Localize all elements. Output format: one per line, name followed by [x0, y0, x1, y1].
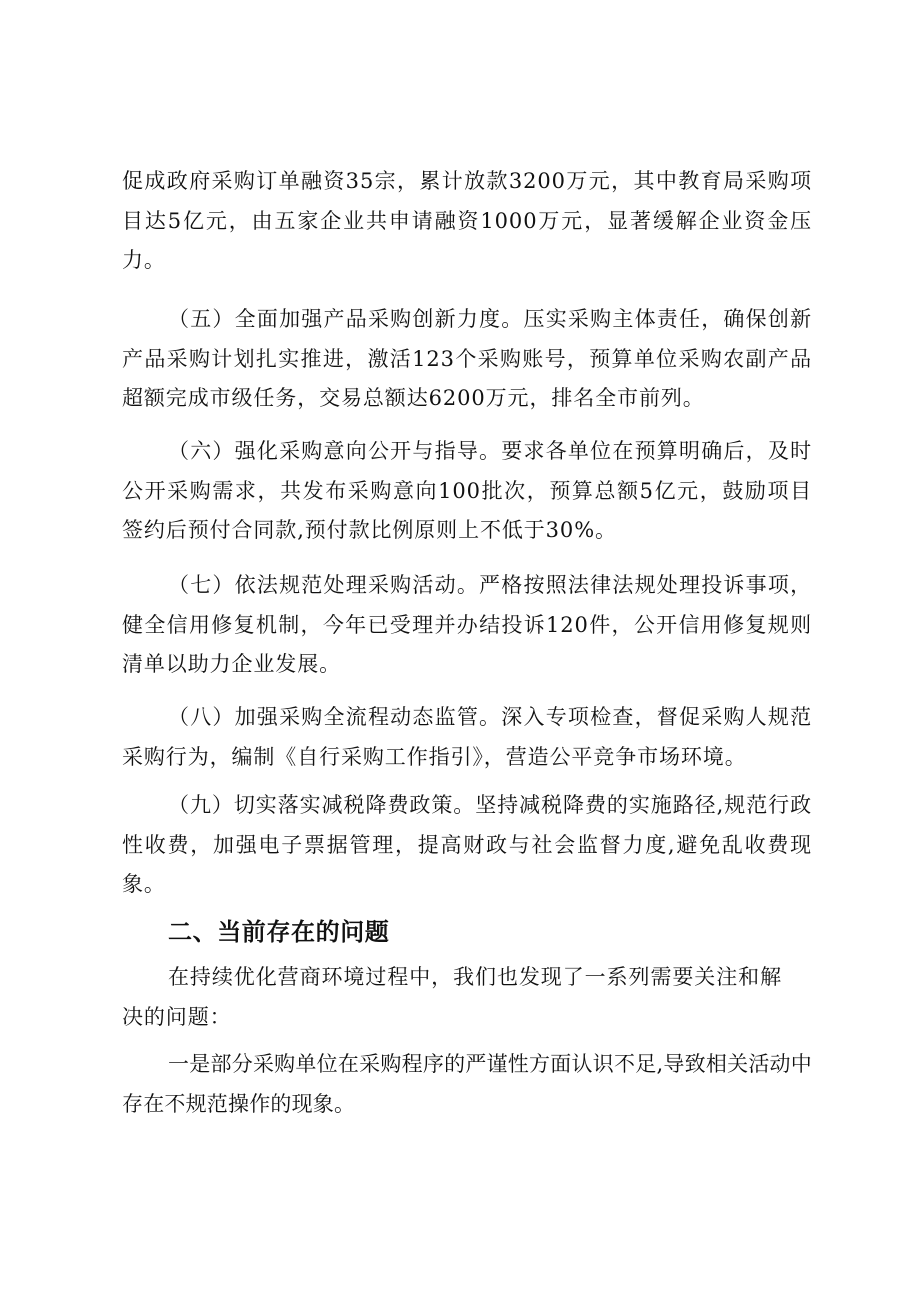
section-heading: 二、当前存在的问题 [168, 918, 390, 946]
paragraph-item-7: （七）依法规范处理采购活动。严格按照法律法规处理投诉事项，健全信用修复机制，今年已受理并办结投诉120件，公开信用修复规则清单以助力企业发展。 [122, 573, 812, 676]
paragraph-item-6: （六）强化采购意向公开与指导。要求各单位在预算明确后，及时公开采购需求，共发布采购意向100批次，预算总额5亿元，鼓励项目签约后预付合同款,预付款比例原则上不低于30%。 [122, 439, 812, 542]
paragraph-item-8: （八）加强采购全流程动态监管。深入专项检查，督促采购人规范采购行为，编制《自行采购工作指引》，营造公平竞争市场环境。 [122, 705, 812, 769]
paragraph-problem-1: 一是部分采购单位在采购程序的严谨性方面认识不足,导致相关活动中存在不规范操作的现象。 [122, 1052, 812, 1116]
paragraph-item-5: （五）全面加强产品采购创新力度。压实采购主体责任，确保创新产品采购计划扎实推进，激活123个采购账号，预算单位采购农副产品超额完成市级任务，交易总额达6200万元，排名全市前列。 [122, 307, 812, 410]
paragraph-financing: 促成政府采购订单融资35宗，累计放款3200万元，其中教育局采购项目达5亿元，由五家企业共申请融资1000万元，显著缓解企业资金压力。 [122, 169, 812, 272]
paragraph-item-9: （九）切实落实减税降费政策。坚持减税降费的实施路径,规范行政性收费，加强电子票据管理，提高财政与社会监督力度,避免乱收费现象。 [122, 793, 812, 896]
paragraph-problems-intro: 在持续优化营商环境过程中，我们也发现了一系列需要关注和解决的问题： [122, 965, 782, 1029]
